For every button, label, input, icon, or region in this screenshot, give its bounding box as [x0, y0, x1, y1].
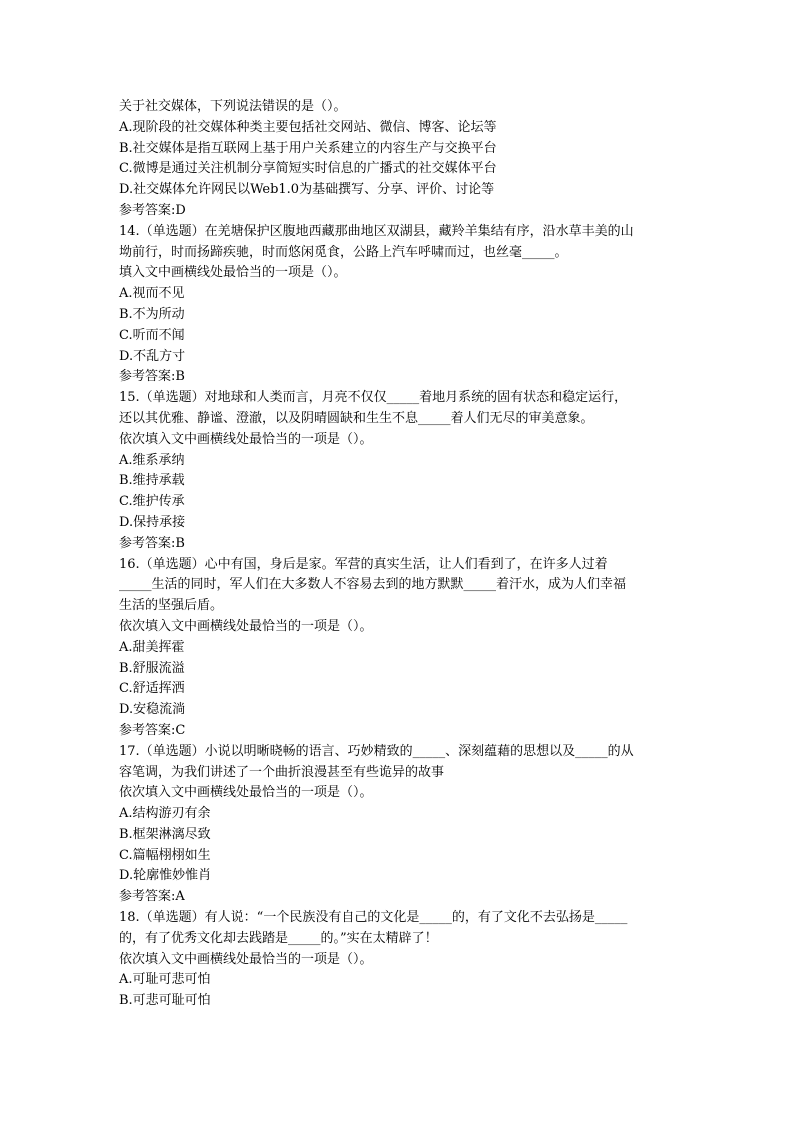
question-15-stem-line-2: 还以其优雅、静谧、澄澈，以及阴晴圆缺和生生不息_____着人们无尽的审美意象。 [119, 410, 594, 426]
option-a: A.可耻可悲可怕 [119, 972, 211, 988]
reference-answer: 参考答案:A [119, 889, 185, 905]
question-15-stem-line-1: 15.（单选题）对地球和人类而言，月亮不仅仅_____着地月系统的固有状态和稳定运行， [119, 390, 628, 406]
option-c: C.篇幅栩栩如生 [119, 847, 211, 863]
document-body [119, 97, 679, 1012]
option-b: B.不为所动 [119, 306, 185, 322]
option-d: D.保持承接 [119, 514, 186, 530]
option-b: B.维持承载 [119, 473, 185, 489]
option-d: D.轮廓惟妙惟肖 [119, 868, 212, 884]
option-c: C.微博是通过关注机制分享简短实时信息的广播式的社交媒体平台 [119, 161, 497, 177]
question-15-prompt: 依次填入文中画横线处最恰当的一项是（）。 [119, 431, 373, 447]
option-d: D.不乱方寸 [119, 348, 186, 364]
option-d: D.安稳流淌 [119, 702, 186, 718]
reference-answer: 参考答案:B [119, 369, 185, 385]
question-18-stem-line-2: 的，有了优秀文化却去践踏是_____的。”实在太精辟了！ [119, 930, 438, 946]
option-a: A.结构游刃有余 [119, 806, 211, 822]
option-c: C.舒适挥洒 [119, 681, 185, 697]
reference-answer: 参考答案:B [119, 535, 185, 551]
option-b: B.框架淋漓尽致 [119, 826, 211, 842]
question-18-prompt: 依次填入文中画横线处最恰当的一项是（）。 [119, 951, 373, 967]
option-a: A.维系承纳 [119, 452, 185, 468]
reference-answer: 参考答案:D [119, 202, 186, 218]
question-14-stem-line-1: 14.（单选题）在羌塘保护区腹地西藏那曲地区双湖县，藏羚羊集结有序，沿水草丰美的山 [119, 223, 634, 239]
question-17-prompt: 依次填入文中画横线处最恰当的一项是（）。 [119, 785, 373, 801]
option-b: B.舒服流溢 [119, 660, 185, 676]
question-16-stem-line-2: _____生活的同时，军人们在大多数人不容易去到的地方默默_____着汗水，成为人们幸福 [119, 577, 627, 593]
option-c: C.听而不闻 [119, 327, 185, 343]
option-d: D.社交媒体允许网民以Web1.0为基础撰写、分享、评价、讨论等 [119, 182, 495, 198]
reference-answer: 参考答案:C [119, 722, 186, 738]
question-14-stem-line-2: 坳前行，时而扬蹄疾驰，时而悠闲觅食，公路上汽车呼啸而过，也丝毫_____。 [119, 244, 568, 260]
option-a: A.甜美挥霍 [119, 639, 185, 655]
option-c: C.维护传承 [119, 494, 185, 510]
question-14-prompt: 填入文中画横线处最恰当的一项是（）。 [119, 265, 347, 281]
question-16-stem-line-1: 16.（单选题）心中有国，身后是家。军营的真实生活，让人们看到了，在许多人过着 [119, 556, 608, 572]
question-16-prompt: 依次填入文中画横线处最恰当的一项是（）。 [119, 618, 373, 634]
option-b: B.可悲可耻可怕 [119, 993, 211, 1009]
question-16-stem-line-3: 生活的坚强后盾。 [119, 598, 224, 614]
question-18-stem-line-1: 18.（单选题）有人说：“一个民族没有自己的文化是_____的，有了文化不去弘扬是_____ [119, 910, 628, 926]
option-b: B.社交媒体是指互联网上基于用户关系建立的内容生产与交换平台 [119, 140, 497, 156]
question-13-stem: 关于社交媒体，下列说法错误的是（）。 [119, 99, 347, 114]
option-a: A.视而不见 [119, 286, 185, 302]
question-17-stem-line-2: 容笔调，为我们讲述了一个曲折浪漫甚至有些诡异的故事 [119, 764, 445, 780]
option-a: A.现阶段的社交媒体种类主要包括社交网站、微信、博客、论坛等 [119, 119, 497, 135]
question-17-stem-line-1: 17.（单选题）小说以明晰晓畅的语言、巧妙精致的_____、深刻蕴藉的思想以及_____的从 [119, 743, 634, 759]
